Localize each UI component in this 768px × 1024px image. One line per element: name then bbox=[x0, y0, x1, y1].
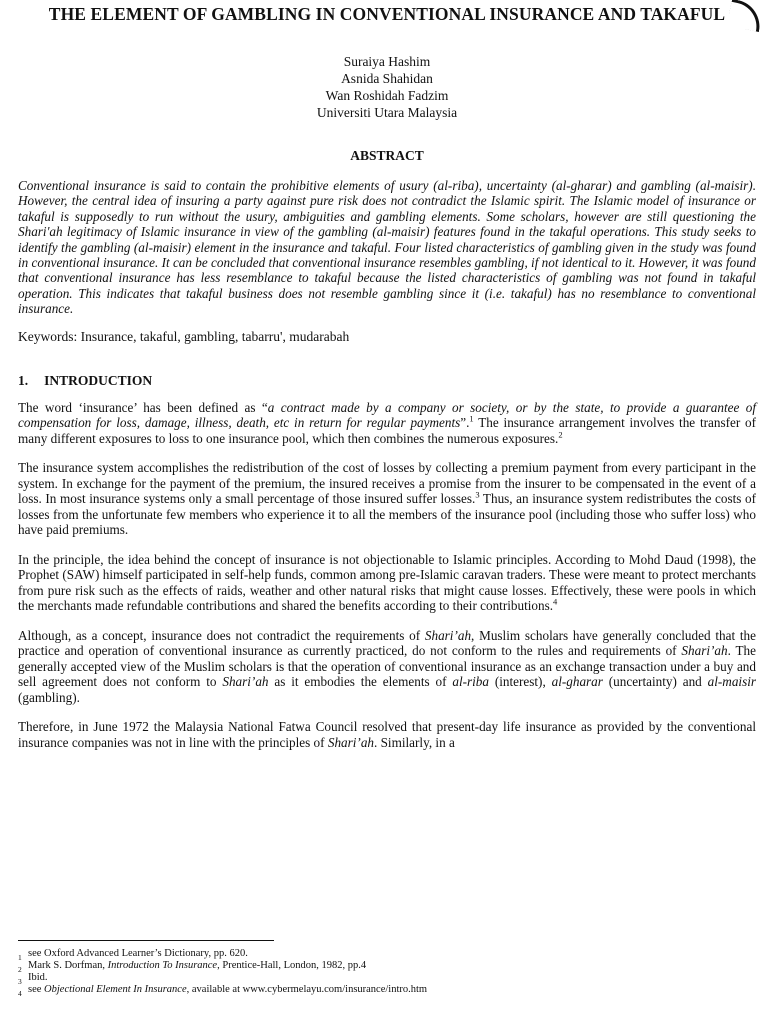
footnote-number: 3 bbox=[18, 977, 22, 986]
paragraph-4 bbox=[18, 628, 756, 706]
footnote-number: 1 bbox=[18, 953, 22, 962]
article-title: Objectional Element In Insurance bbox=[44, 984, 187, 995]
text-run: Although, as a concept, insurance does not contradict the requirements of bbox=[18, 627, 425, 643]
text-run: , Prentice-Hall, London, 1982, pp.4 bbox=[217, 960, 367, 971]
paragraph-3 bbox=[18, 552, 756, 614]
footnote-text bbox=[28, 984, 756, 996]
text-run: The insurance arrangement involves the transfer of many different exposures to loss to one insurance pool, which then combines the numerous exposures. bbox=[18, 415, 757, 446]
definition-quote: a contract made by a company or society, or by the state, to provide a guarantee of compensation for loss, damage, illness, death, etc in return for regular payments bbox=[18, 399, 756, 431]
abstract-text: Conventional insurance is said to contain the prohibitive elements of usury (al-riba), uncertainty (al-gharar) and gambling (al-maisir). However, the central idea of insuring a party against pure risk does not contradict the Islamic spirit. The Islamic model of insurance or takaful is supposedly to run without the usury, ambiguities and gambling elements. Some scholars, however are still questioning the Shari'ah legitimacy of Islamic insurance in view of the gambling (al-maisir) features found in the takaful operations. This study seeks to identify the gambling (al-maisir) element in the insurance and takaful. Four listed characteristics of gambling given in the study was found in conventional insurance. It can be concluded that conventional insurance resembles gambling, if not identical to it. However, it was found that conventional insurance has less resemblance to takaful because the listed characteristics of gambling was not found in takaful operation. This indicates that takaful business does not resemble gambling since it (i.e. takaful) has no resemblance to conventional insurance. bbox=[18, 178, 756, 317]
text-run: (interest), bbox=[488, 674, 552, 690]
text-run: (uncertainty) and bbox=[602, 674, 708, 690]
italic-term: al-maisir bbox=[707, 674, 756, 690]
text-run: In the principle, the idea behind the concept of insurance is not objectionable to Islamic principles. According to Mohd Daud (1998), the Prophet (SAW) himself participated in self-help funds, common among pre-Islamic caravan traders. These were meant to protect merchants from pure risk such as the effects of raids, weather and other natural risks that might cause losses. Effectively, these were pools in which the merchants made refundable contributions and shared the benefits according to their contributions. bbox=[18, 551, 756, 614]
abstract-heading: ABSTRACT bbox=[350, 148, 424, 163]
text-run: . Similarly, in a bbox=[374, 734, 455, 750]
text-run: see Oxford Advanced Learner’s Dictionary, pp. 620. bbox=[28, 948, 248, 959]
footnotes bbox=[18, 948, 756, 996]
footnote bbox=[18, 948, 756, 960]
footnote-ref: 2 bbox=[558, 429, 563, 440]
book-title: Introduction To Insurance bbox=[107, 960, 218, 971]
paper-title: THE ELEMENT OF GAMBLING IN CONVENTIONAL INSURANCE AND TAKAFUL bbox=[48, 4, 726, 24]
text-run: , available at www.cybermelayu.com/insurance/intro.htm bbox=[186, 984, 428, 995]
author-name: Asnida Shahidan bbox=[341, 71, 433, 86]
footnote-ref: 1 bbox=[469, 413, 474, 424]
author-name: Suraiya Hashim bbox=[343, 54, 431, 69]
paragraph-5 bbox=[18, 719, 756, 750]
author-name: Wan Roshidah Fadzim bbox=[325, 88, 449, 103]
text-run: see bbox=[28, 984, 45, 995]
text-run: The insurance system accomplishes the redistribution of the cost of losses by collecting a premium payment from every participant in the system. In exchange for the payment of the premium, the insured receives a promise from the insurer to be compensated in the event of a loss. In most insurance systems only a small percentage of those insured suffer losses. bbox=[18, 460, 756, 507]
paragraph-2 bbox=[18, 460, 756, 538]
text-run: The word ‘insurance’ has been defined as “ bbox=[18, 399, 268, 415]
footnote bbox=[18, 984, 756, 996]
footnote-number: 4 bbox=[18, 989, 22, 998]
section-heading bbox=[18, 373, 756, 389]
footnote-text bbox=[28, 972, 756, 984]
section-number: 1. bbox=[18, 372, 29, 388]
text-run: . The generally accepted view of the Muslim scholars is that the operation of conventional insurance as an exchange transaction under a buy and sell agreement does not conform to bbox=[18, 643, 756, 690]
document-page bbox=[18, 0, 756, 1024]
footnote bbox=[18, 960, 756, 972]
italic-term: Shari’ah bbox=[424, 627, 472, 643]
italic-term: al-gharar bbox=[551, 674, 603, 690]
footnote-text bbox=[28, 948, 756, 960]
footnote-ref: 4 bbox=[553, 596, 558, 607]
footnote-ref: 3 bbox=[475, 489, 480, 500]
footnote bbox=[18, 972, 756, 984]
footnote-text bbox=[28, 960, 756, 972]
corner-stamp-mark bbox=[727, 0, 765, 32]
text-run: Ibid. bbox=[28, 972, 48, 983]
footnote-number: 2 bbox=[18, 965, 22, 974]
text-run: ”. bbox=[460, 415, 470, 431]
italic-term: Shari’ah bbox=[222, 674, 269, 690]
text-run: Mark S. Dorfman, bbox=[28, 960, 108, 971]
keywords: Keywords: Insurance, takaful, gambling, tabarru', mudarabah bbox=[18, 328, 350, 344]
text-run: (gambling). bbox=[18, 689, 80, 705]
text-run: , Muslim scholars have generally concluded that the practice and operation of conventional insurance as currently practiced, do not conform to the rules and requirements of bbox=[18, 627, 756, 659]
author-affiliation: Universiti Utara Malaysia bbox=[316, 105, 458, 120]
italic-term: Shari’ah bbox=[681, 643, 728, 659]
text-run: Therefore, in June 1972 the Malaysia National Fatwa Council resolved that present-day life insurance as provided by the conventional insurance companies was not in line with the principles of bbox=[18, 719, 756, 750]
italic-term: al-riba bbox=[452, 674, 489, 690]
section-title: INTRODUCTION bbox=[44, 372, 153, 388]
paragraph-1 bbox=[18, 400, 756, 447]
text-run: Thus, an insurance system redistributes the costs of losses from the unfortunate few members who experience it to all the members of the insurance pool (including those who suffer loss) who have paid premiums. bbox=[18, 491, 756, 538]
footnote-divider bbox=[18, 940, 274, 941]
text-run: as it embodies the elements of bbox=[268, 674, 453, 690]
author-block bbox=[18, 53, 756, 121]
italic-term: Shari’ah bbox=[327, 734, 374, 750]
